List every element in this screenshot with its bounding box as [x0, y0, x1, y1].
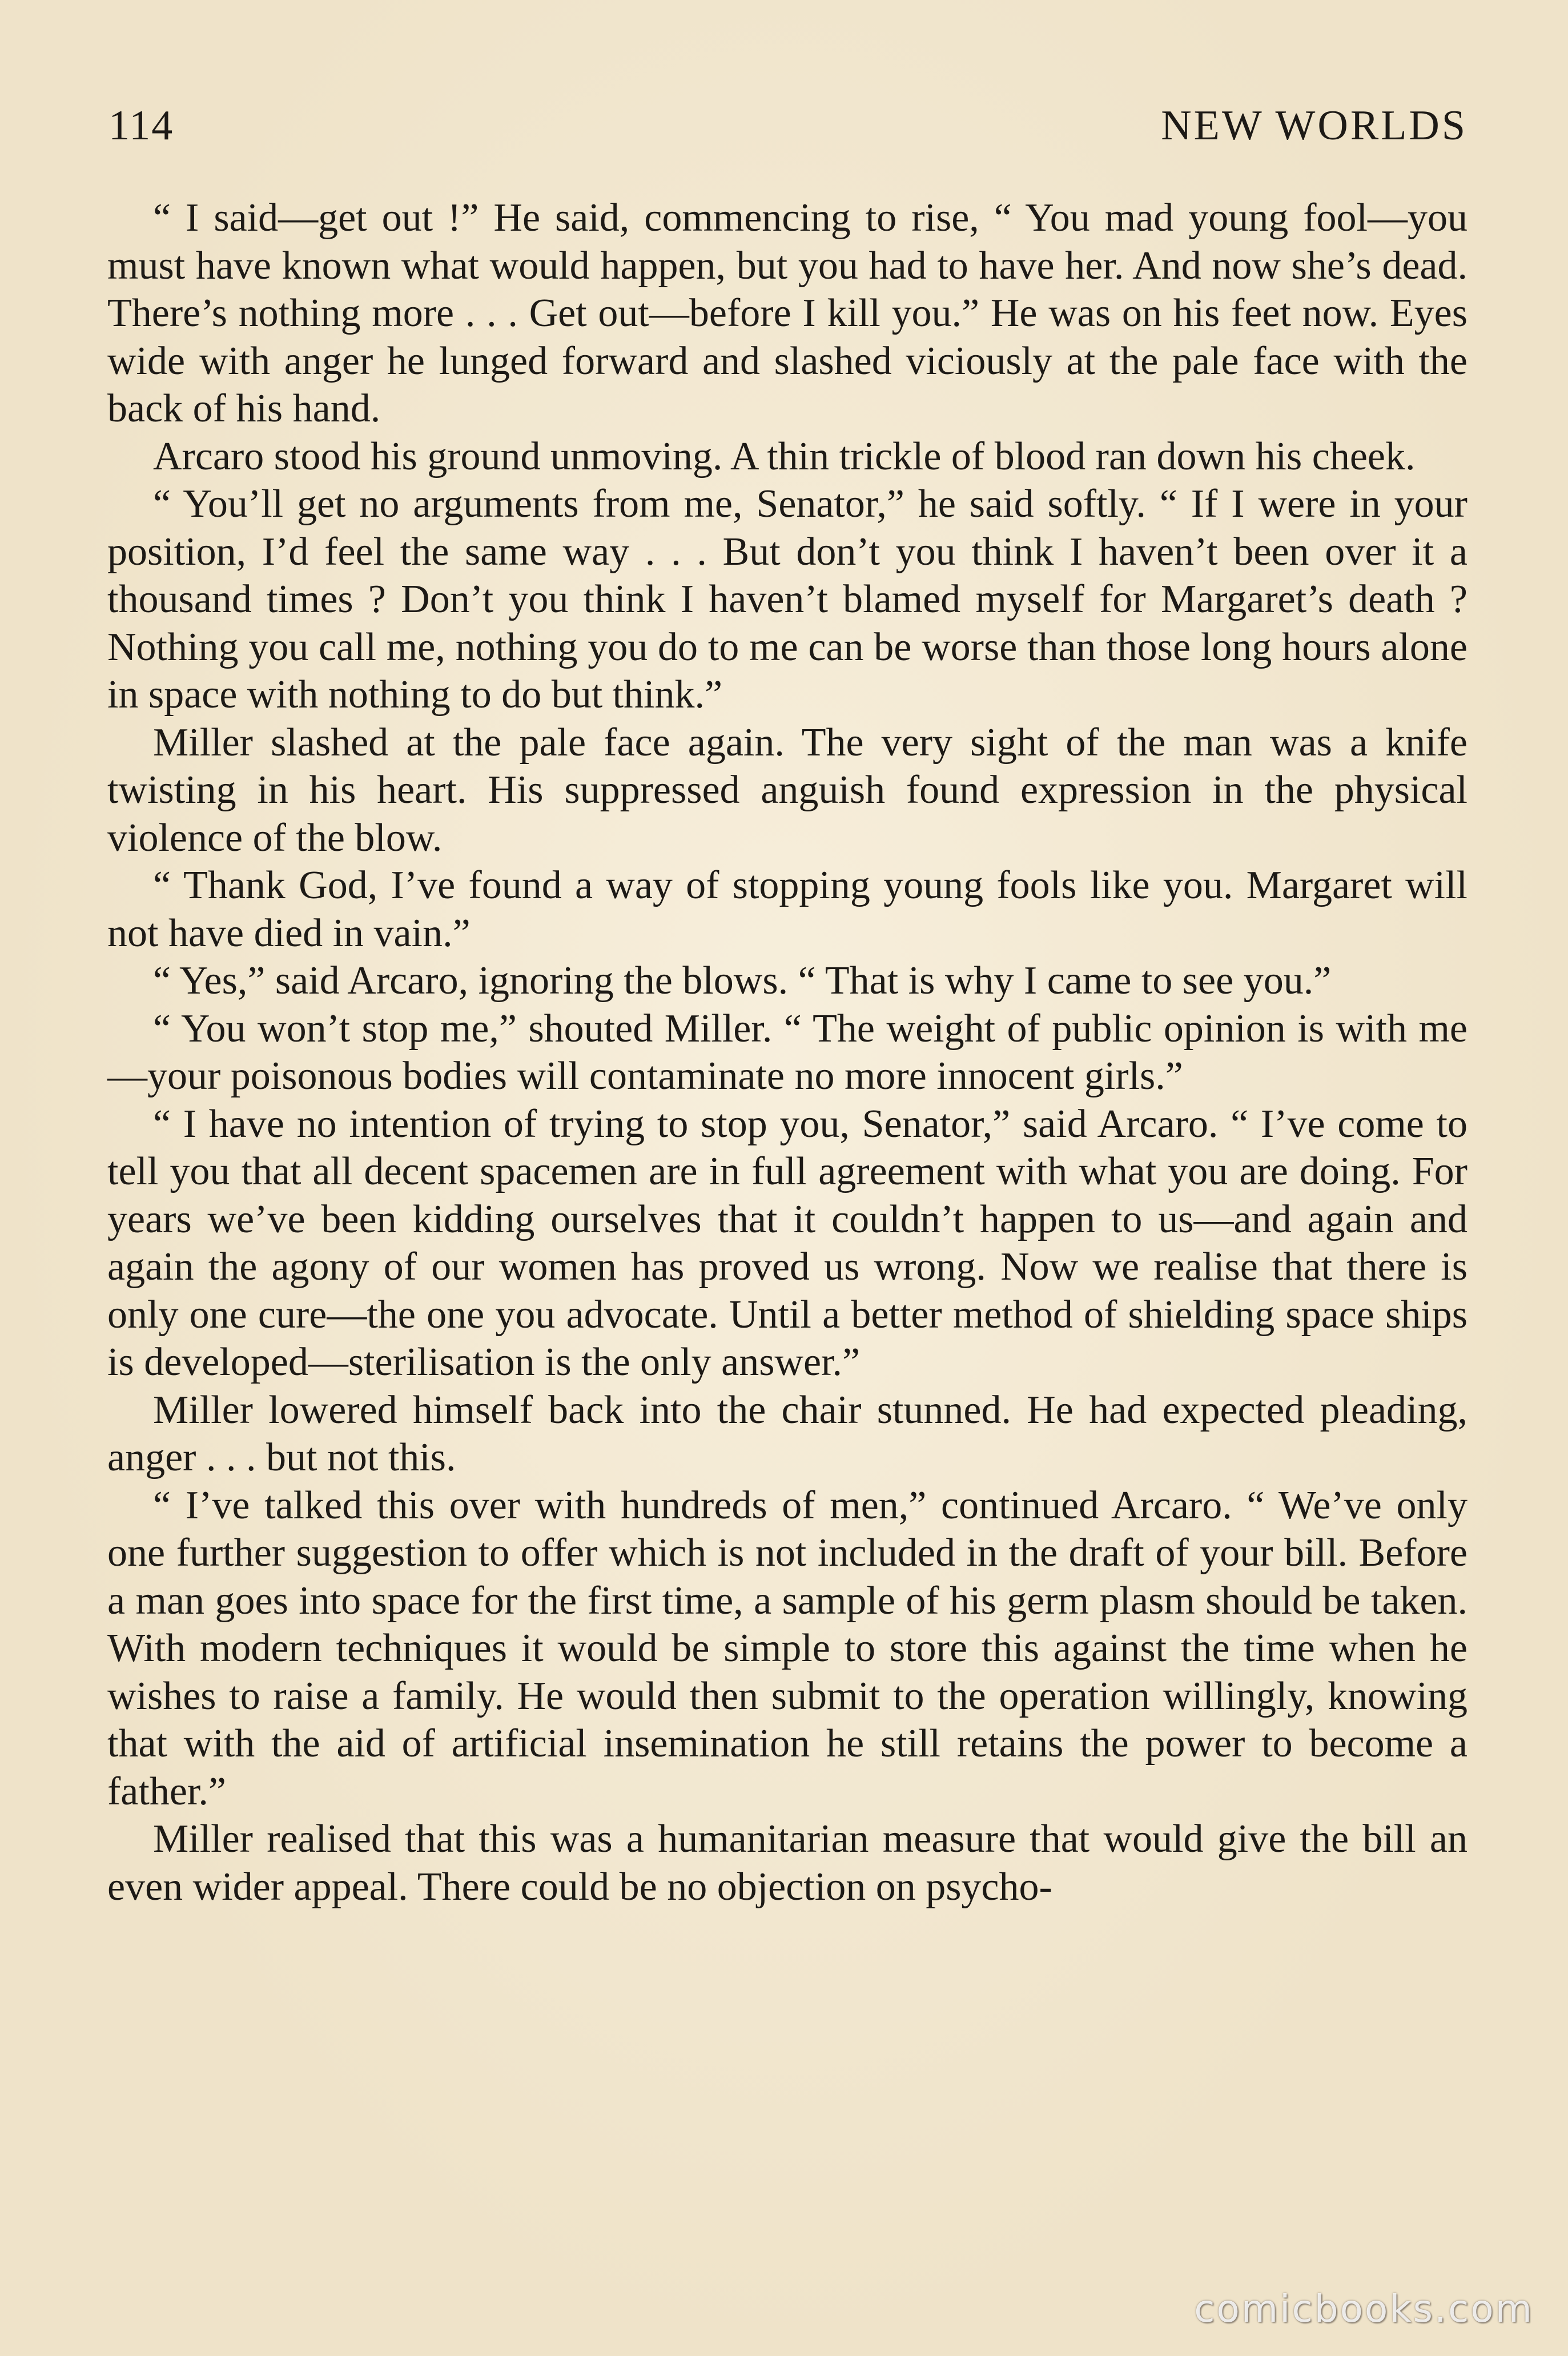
paragraph: “ Yes,” said Arcaro, ignoring the blows. “ That is why I came to see you.”: [153, 959, 1332, 1003]
paragraph: “ You’ll get no arguments from me, Senator,” he said softly. “ If I were in your position, I’d feel the same way . . . But don’t you think I haven’t been over it a thousand times ? Don’t you think I haven’t blamed myself for Margaret’s death ? Nothing you call me, nothing you do to me can be worse than those long hours alone in space with nothing to do but think.”: [107, 482, 1468, 717]
paragraph: Miller realised that this was a humanitarian measure that would give the bill an even wider appeal. There could be no objection on psycho-: [107, 1817, 1468, 1909]
watermark: comicbooks.com: [1194, 2287, 1534, 2331]
body-text: [107, 194, 1468, 1911]
running-head: NEW WORLDS: [1161, 102, 1468, 149]
paragraph: Arcaro stood his ground unmoving. A thin trickle of blood ran down his cheek.: [153, 434, 1416, 479]
paragraph: “ I’ve talked this over with hundreds of men,” continued Arcaro. “ We’ve only one further suggestion to offer which is not included in the draft of your bill. Before a man goes into space for the first time, a sample of his germ plasm should be taken. With modern techniques it would be simple to store this against the time when he wishes to raise a family. He would then submit to the operation willingly, knowing that with the aid of artificial insemination he still retains the power to become a father.”: [107, 1483, 1468, 1814]
paragraph: “ I have no intention of trying to stop you, Senator,” said Arcaro. “ I’ve come to tell you that all decent spacemen are in full agreement with what you are doing. For years we’ve been kidding ourselves that it couldn’t happen to us—and again and again the agony of our women has proved us wrong. Now we realise that there is only one cure—the one you advocate. Until a better method of shielding space ships is developed—sterilisation is the only answer.”: [107, 1101, 1468, 1384]
paragraph: “ You won’t stop me,” shouted Miller. “ The weight of public opinion is with me—your poisonous bodies will contaminate no more innocent girls.”: [107, 1006, 1468, 1098]
paragraph: Miller lowered himself back into the chair stunned. He had expected pleading, anger . . . but not this.: [107, 1388, 1468, 1479]
page-header: [108, 102, 1468, 153]
paragraph: “ Thank God, I’ve found a way of stopping young fools like you. Margaret will not have died in vain.”: [107, 863, 1468, 955]
paragraph: Miller slashed at the pale face again. The very sight of the man was a knife twisting in his heart. His suppressed anguish found expression in the physical violence of the blow.: [107, 720, 1468, 860]
paragraph: “ I said—get out !” He said, commencing to rise, “ You mad young fool—you must have known what would happen, but you had to have her. And now she’s dead. There’s nothing more . . . Get out—before I kill you.” He was on his feet now. Eyes wide with anger he lunged forward and slashed viciously at the pale face with the back of his hand.: [107, 196, 1468, 431]
page-number: 114: [108, 102, 174, 149]
